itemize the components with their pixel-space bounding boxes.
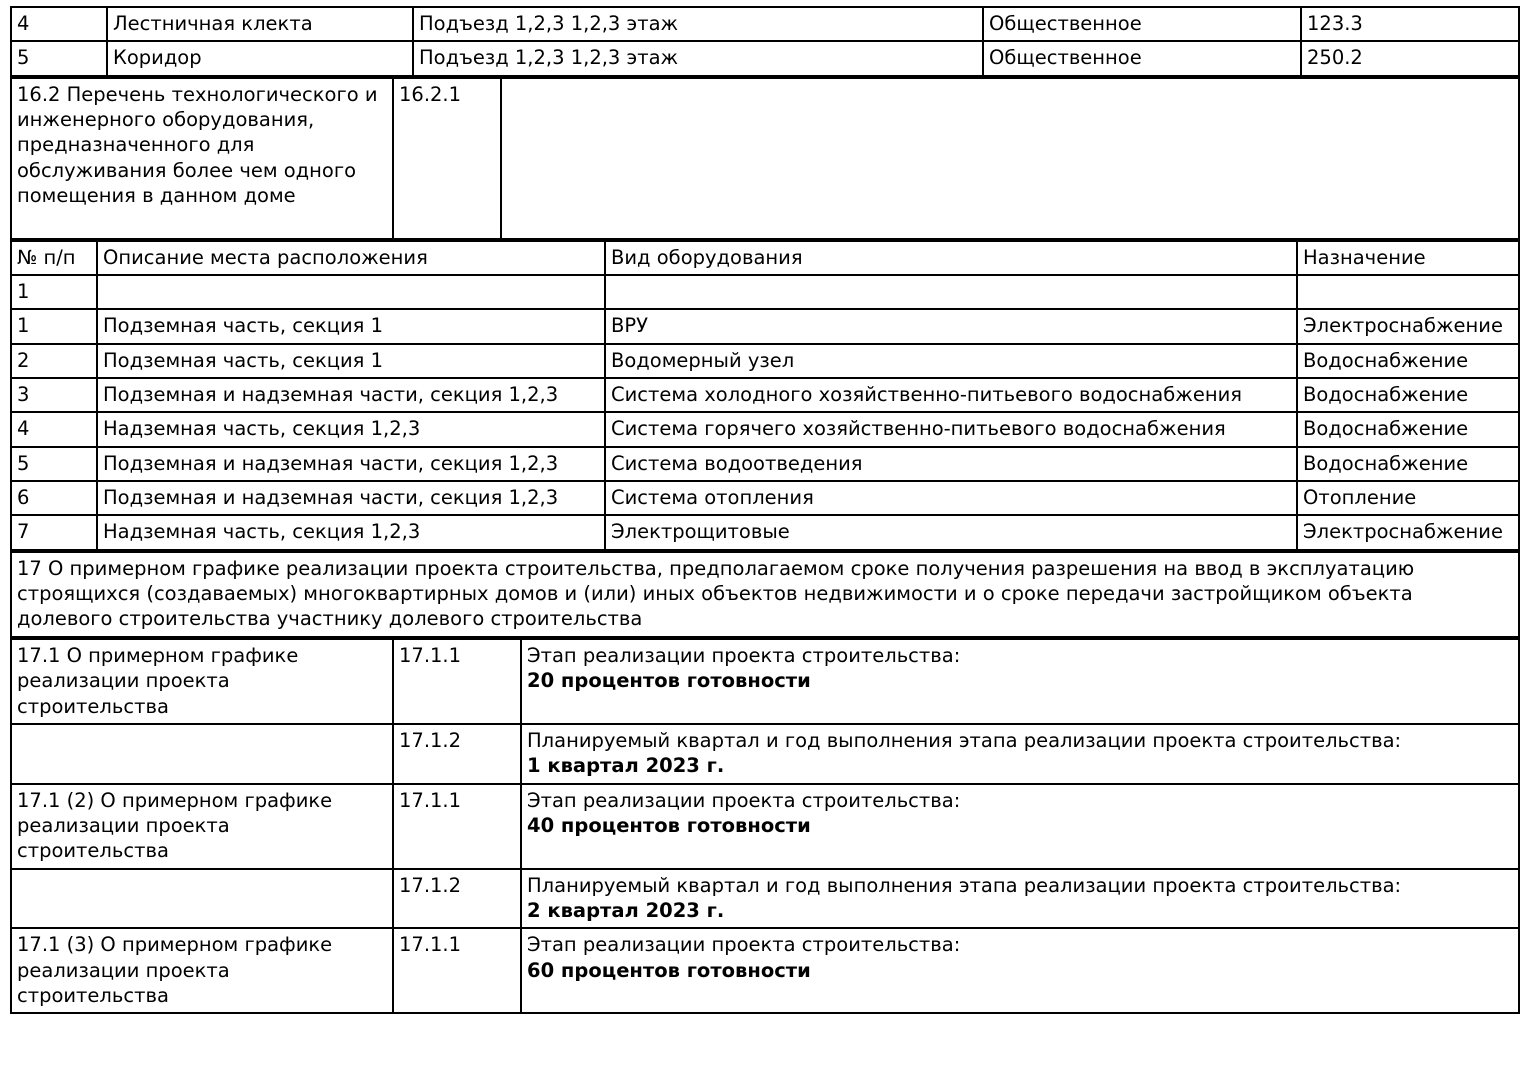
schedule-content — [521, 724, 1519, 784]
equipment-purpose: Водоснабжение — [1297, 447, 1519, 481]
schedule-text: Планируемый квартал и год выполнения этапа реализации проекта строительства: — [527, 728, 1402, 752]
section-16-2-value — [501, 78, 1519, 239]
schedule-code: 17.1.1 — [393, 928, 521, 1013]
equipment-location: Надземная часть, секция 1,2,3 — [97, 412, 605, 446]
schedule-label: 17.1 О примерном графике реализации проекта строительства — [11, 639, 393, 724]
table-row — [11, 344, 1519, 378]
premises-name: Коридор — [107, 41, 413, 75]
table-row — [11, 412, 1519, 446]
premises-purpose: Общественное — [983, 41, 1301, 75]
section-16-2-row — [11, 78, 1519, 239]
equipment-num: 2 — [11, 344, 97, 378]
table-row — [11, 515, 1519, 549]
equipment-spacer-purpose — [1297, 275, 1519, 309]
equipment-type: Водомерный узел — [605, 344, 1297, 378]
equipment-header-row — [11, 241, 1519, 275]
equipment-type: Электрощитовые — [605, 515, 1297, 549]
schedule-content — [521, 928, 1519, 1013]
equipment-type: Система водоотведения — [605, 447, 1297, 481]
equipment-header-type: Вид оборудования — [605, 241, 1297, 275]
schedule-table — [10, 638, 1520, 1014]
equipment-type: Система холодного хозяйственно-питьевого водоснабжения — [605, 378, 1297, 412]
table-row — [11, 378, 1519, 412]
schedule-row — [11, 724, 1519, 784]
equipment-purpose: Водоснабжение — [1297, 412, 1519, 446]
table-row — [11, 41, 1519, 75]
schedule-code: 17.1.2 — [393, 869, 521, 929]
schedule-code: 17.1.1 — [393, 784, 521, 869]
premises-location: Подъезд 1,2,3 1,2,3 этаж — [413, 7, 983, 41]
section-17-title-table — [10, 551, 1520, 638]
premises-name: Лестничная клекта — [107, 7, 413, 41]
equipment-purpose: Электроснабжение — [1297, 309, 1519, 343]
schedule-value: 40 процентов готовности — [527, 813, 811, 837]
schedule-text: Этап реализации проекта строительства: — [527, 643, 961, 667]
section-16-2-code: 16.2.1 — [393, 78, 501, 239]
equipment-location: Подземная и надземная части, секция 1,2,3 — [97, 481, 605, 515]
section-17-title-row — [11, 552, 1519, 637]
equipment-num: 7 — [11, 515, 97, 549]
schedule-label — [11, 869, 393, 929]
premises-area: 250.2 — [1301, 41, 1519, 75]
equipment-location: Надземная часть, секция 1,2,3 — [97, 515, 605, 549]
table-row — [11, 7, 1519, 41]
equipment-header-location: Описание места расположения — [97, 241, 605, 275]
equipment-num: 6 — [11, 481, 97, 515]
schedule-row — [11, 639, 1519, 724]
equipment-header-purpose: Назначение — [1297, 241, 1519, 275]
schedule-code: 17.1.2 — [393, 724, 521, 784]
equipment-location: Подземная и надземная части, секция 1,2,3 — [97, 378, 605, 412]
schedule-content — [521, 784, 1519, 869]
schedule-text: Этап реализации проекта строительства: — [527, 788, 961, 812]
equipment-location: Подземная и надземная части, секция 1,2,3 — [97, 447, 605, 481]
equipment-num: 5 — [11, 447, 97, 481]
equipment-purpose: Электроснабжение — [1297, 515, 1519, 549]
schedule-content — [521, 869, 1519, 929]
premises-table — [10, 6, 1520, 77]
equipment-num: 4 — [11, 412, 97, 446]
equipment-type: Система отопления — [605, 481, 1297, 515]
equipment-spacer-type — [605, 275, 1297, 309]
section-17-title: 17 О примерном графике реализации проекта строительства, предполагаемом сроке получения разрешения на ввод в эксплуатацию строящихся (создаваемых) многоквартирных домов и (или) иных объектов недвижимости и о сроке передачи застройщиком объекта долевого строительства участнику долевого строительства — [11, 552, 1519, 637]
equipment-purpose: Водоснабжение — [1297, 378, 1519, 412]
schedule-code: 17.1.1 — [393, 639, 521, 724]
schedule-row — [11, 928, 1519, 1013]
equipment-location: Подземная часть, секция 1 — [97, 309, 605, 343]
premises-number: 5 — [11, 41, 107, 75]
schedule-label: 17.1 (2) О примерном графике реализации проекта строительства — [11, 784, 393, 869]
table-row — [11, 447, 1519, 481]
schedule-row — [11, 869, 1519, 929]
equipment-num: 3 — [11, 378, 97, 412]
equipment-location: Подземная часть, секция 1 — [97, 344, 605, 378]
equipment-spacer-location — [97, 275, 605, 309]
equipment-spacer-row — [11, 275, 1519, 309]
schedule-value: 20 процентов готовности — [527, 669, 811, 693]
section-16-2-table — [10, 77, 1520, 240]
schedule-value: 2 квартал 2023 г. — [527, 898, 725, 922]
section-16-2-title: 16.2 Перечень технологического и инженерного оборудования, предназначенного для обслуживания более чем одного помещения в данном доме — [11, 78, 393, 239]
schedule-row — [11, 784, 1519, 869]
premises-area: 123.3 — [1301, 7, 1519, 41]
schedule-content — [521, 639, 1519, 724]
equipment-purpose: Отопление — [1297, 481, 1519, 515]
premises-purpose: Общественное — [983, 7, 1301, 41]
schedule-value: 60 процентов готовности — [527, 958, 811, 982]
premises-location: Подъезд 1,2,3 1,2,3 этаж — [413, 41, 983, 75]
equipment-type: Система горячего хозяйственно-питьевого водоснабжения — [605, 412, 1297, 446]
equipment-num: 1 — [11, 309, 97, 343]
schedule-label — [11, 724, 393, 784]
table-row — [11, 309, 1519, 343]
schedule-text: Этап реализации проекта строительства: — [527, 933, 961, 957]
equipment-spacer-num: 1 — [11, 275, 97, 309]
schedule-text: Планируемый квартал и год выполнения этапа реализации проекта строительства: — [527, 873, 1402, 897]
schedule-value: 1 квартал 2023 г. — [527, 754, 725, 778]
equipment-type: ВРУ — [605, 309, 1297, 343]
table-row — [11, 481, 1519, 515]
premises-number: 4 — [11, 7, 107, 41]
schedule-label: 17.1 (3) О примерном графике реализации проекта строительства — [11, 928, 393, 1013]
equipment-purpose: Водоснабжение — [1297, 344, 1519, 378]
equipment-header-num: № п/п — [11, 241, 97, 275]
equipment-table — [10, 240, 1520, 551]
